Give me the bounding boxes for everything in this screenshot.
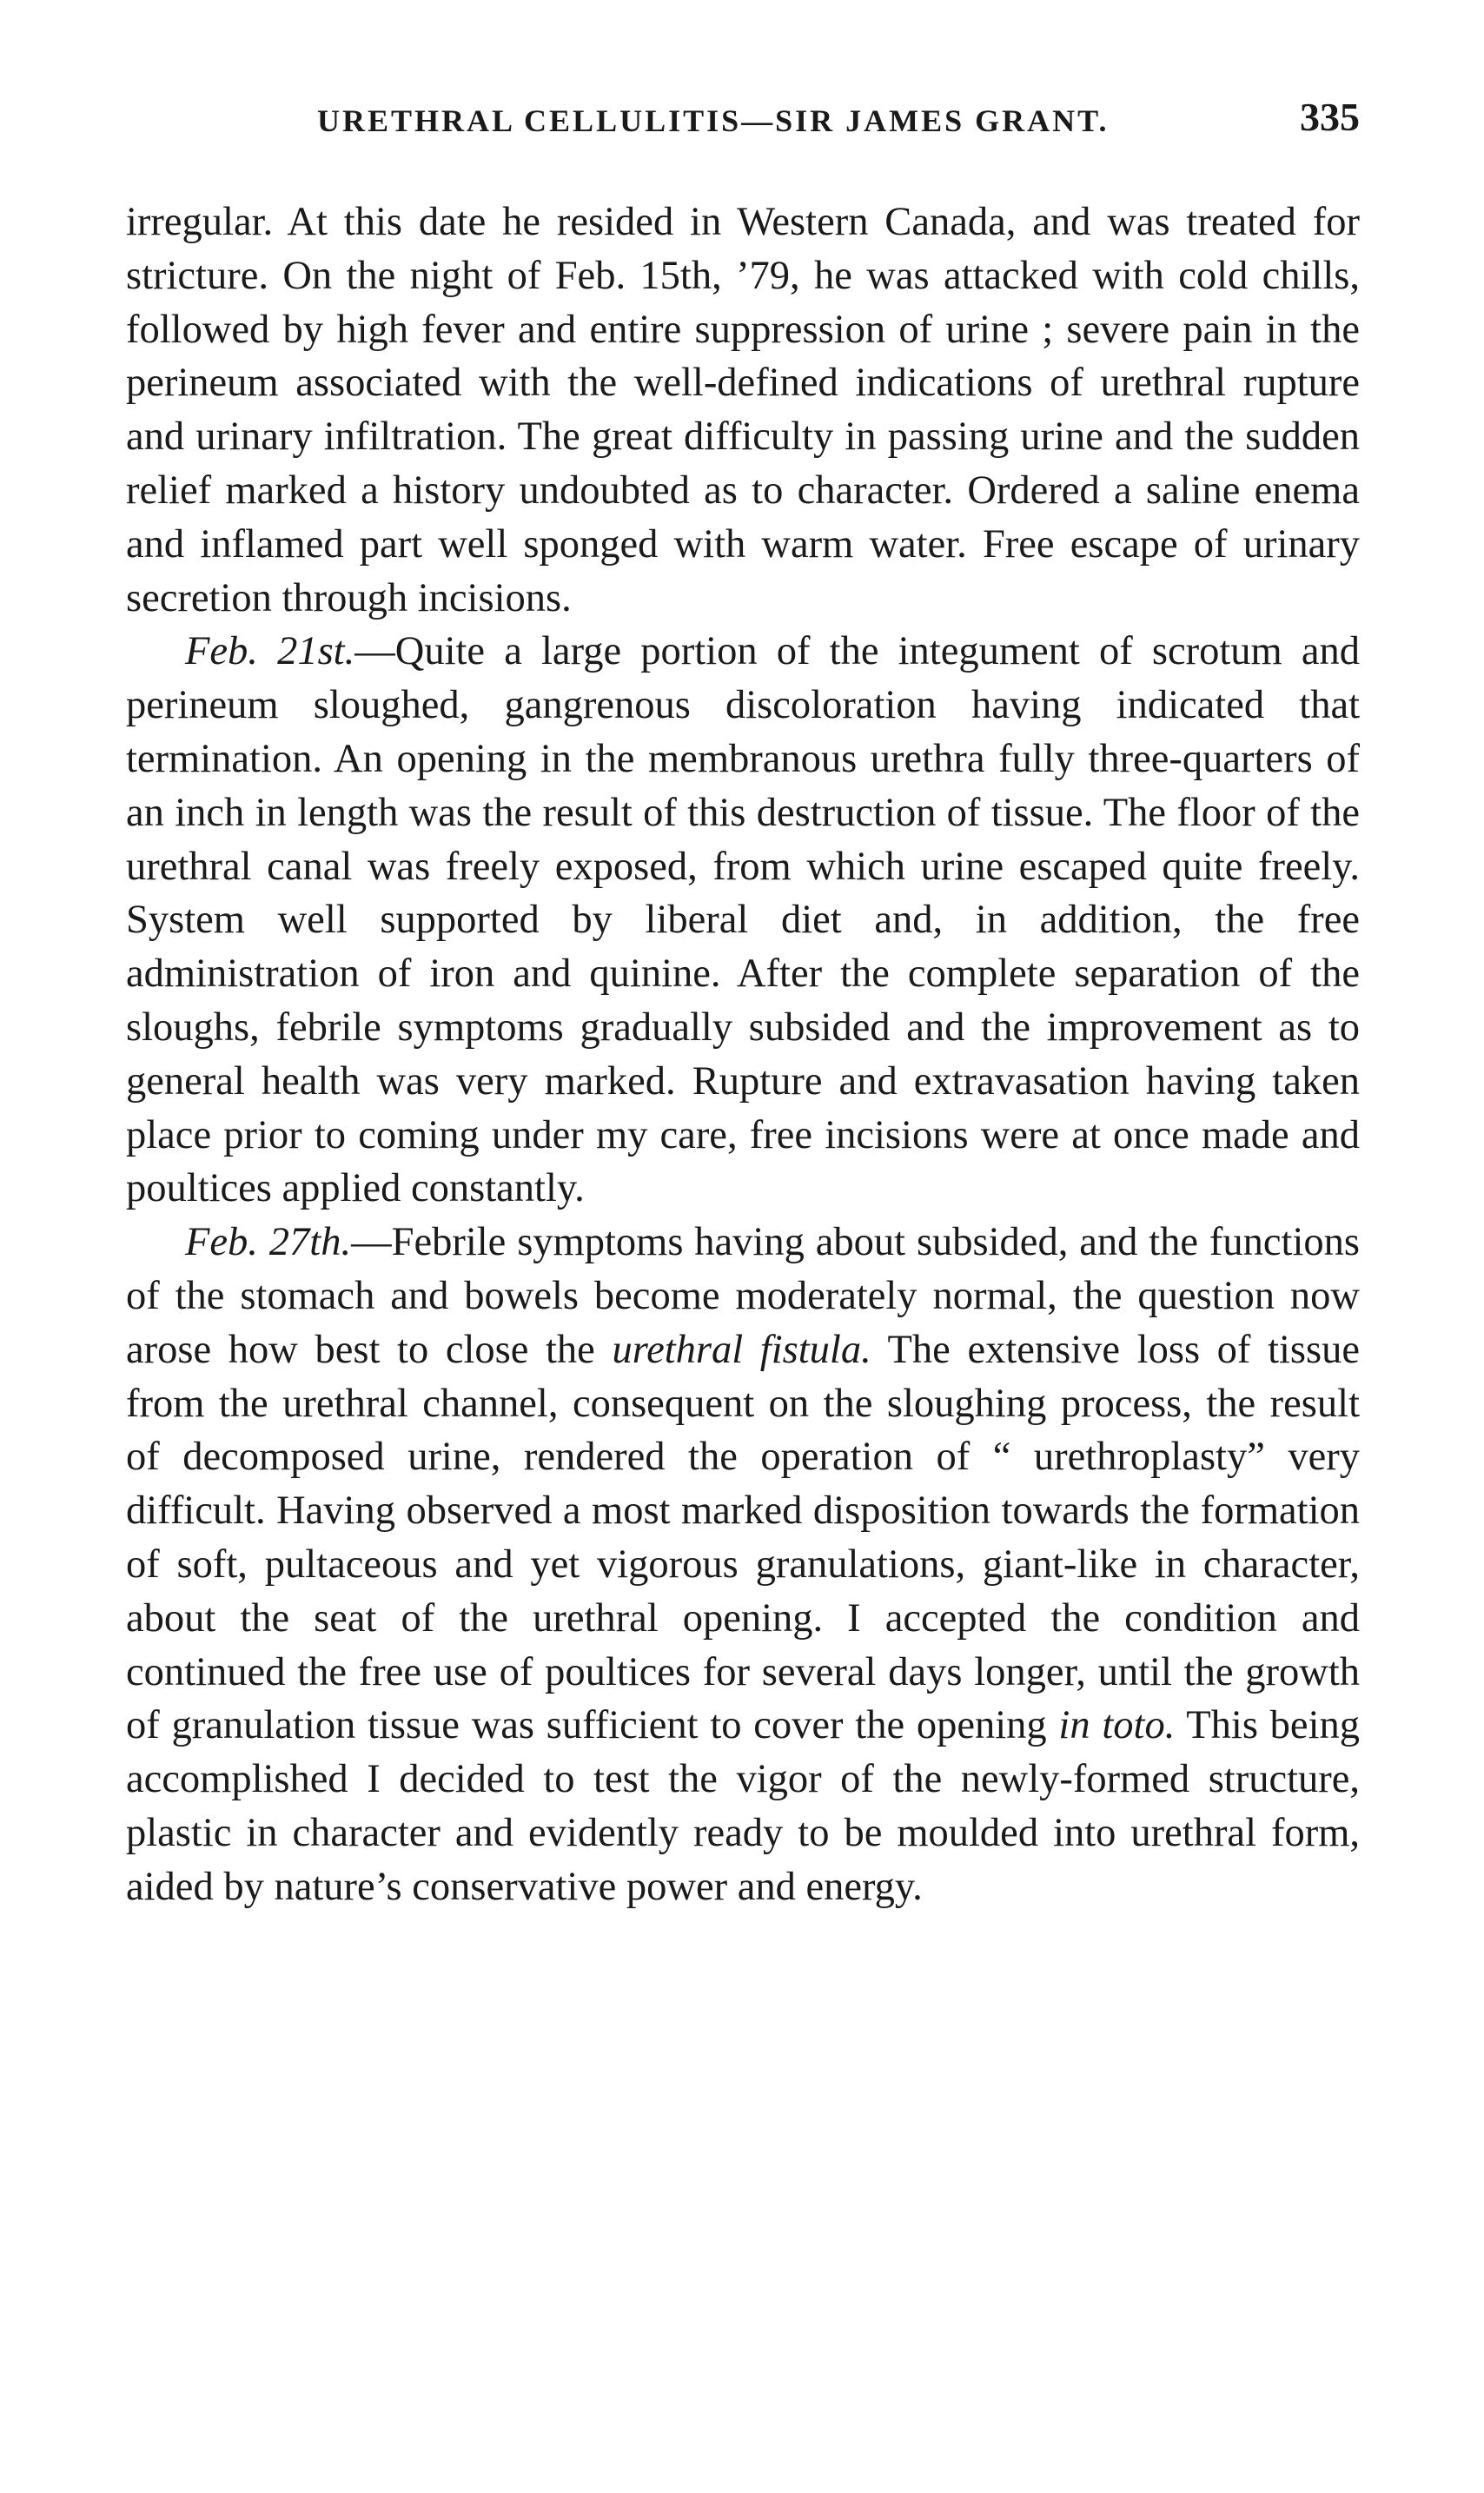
page-number: 335	[1300, 95, 1360, 139]
entry-feb-21	[126, 625, 1360, 1216]
paragraph-text: —Quite a large portion of the integument of scrotum and perineum sloughed, gangrenous discoloration having indicated that termination. An opening in the membranous urethra fully three-quarters of an inch in length was the result of this destruction of tissue. The floor of the urethral canal was freely exposed, from which urine escaped quite freely. System well supported by liberal diet and, in addition, the free administration of iron and quinine. After the complete separation of the sloughs, febrile symptoms gradually subsided and the improvement as to general health was very marked. Rupture and extravasation having taken place prior to coming under my care, free incisions were at once made and poultices applied constantly.	[126, 629, 1361, 1211]
paragraph-text: This being accomplished I decided to test the vigor of the newly-formed structure, plastic in character and evidently ready to be moulded into urethral form, aided by nature’s conservative power and energy.	[126, 1703, 1360, 1909]
paragraph-text: irregular. At this date he resided in Western Canada, and was treated for stricture. On the night of Feb. 15th, ’79, he was attacked with cold chills, followed by high fever and entire suppression of urine ; severe pain in the perineum associated with the well-defined indications of urethral rupture and urinary infiltration. The great difficulty in passing urine and the sudden relief marked a history undoubted as to character. Ordered a saline enema and inflamed part well sponged with warm water. Free escape of urinary secretion through incisions.	[126, 200, 1360, 620]
italic-term: urethral fistula.	[612, 1327, 871, 1372]
entry-date: Feb. 27th.	[185, 1220, 352, 1265]
entry-feb-27	[126, 1216, 1360, 1913]
paragraph-text: The extensive loss of tissue from the urethral channel, consequent on the sloughing process, the result of decomposed urine, rendered the operation of “ urethroplasty” very difficult. Having observed a most marked disposition towards the formation of soft, pultaceous and yet vigorous granulations, giant-like in character, about the seat of the urethral opening. I accepted the condition and continued the free use of poultices for several days longer, until the growth of granulation tissue was sufficient to cover the opening	[126, 1327, 1360, 1748]
body-text	[126, 196, 1360, 1914]
paragraph-text: —Febrile symptoms having about subsided, and the functions of the stomach and bowels become moderately normal, the question now arose how best to close the	[126, 1220, 1360, 1372]
running-head	[126, 94, 1360, 146]
entry-date: Feb. 21st.	[185, 629, 355, 674]
italic-term: in toto.	[1058, 1703, 1176, 1748]
paragraph-continuation	[126, 196, 1360, 625]
running-title: URETHRAL CELLULITIS—SIR JAMES GRANT.	[317, 103, 1110, 138]
